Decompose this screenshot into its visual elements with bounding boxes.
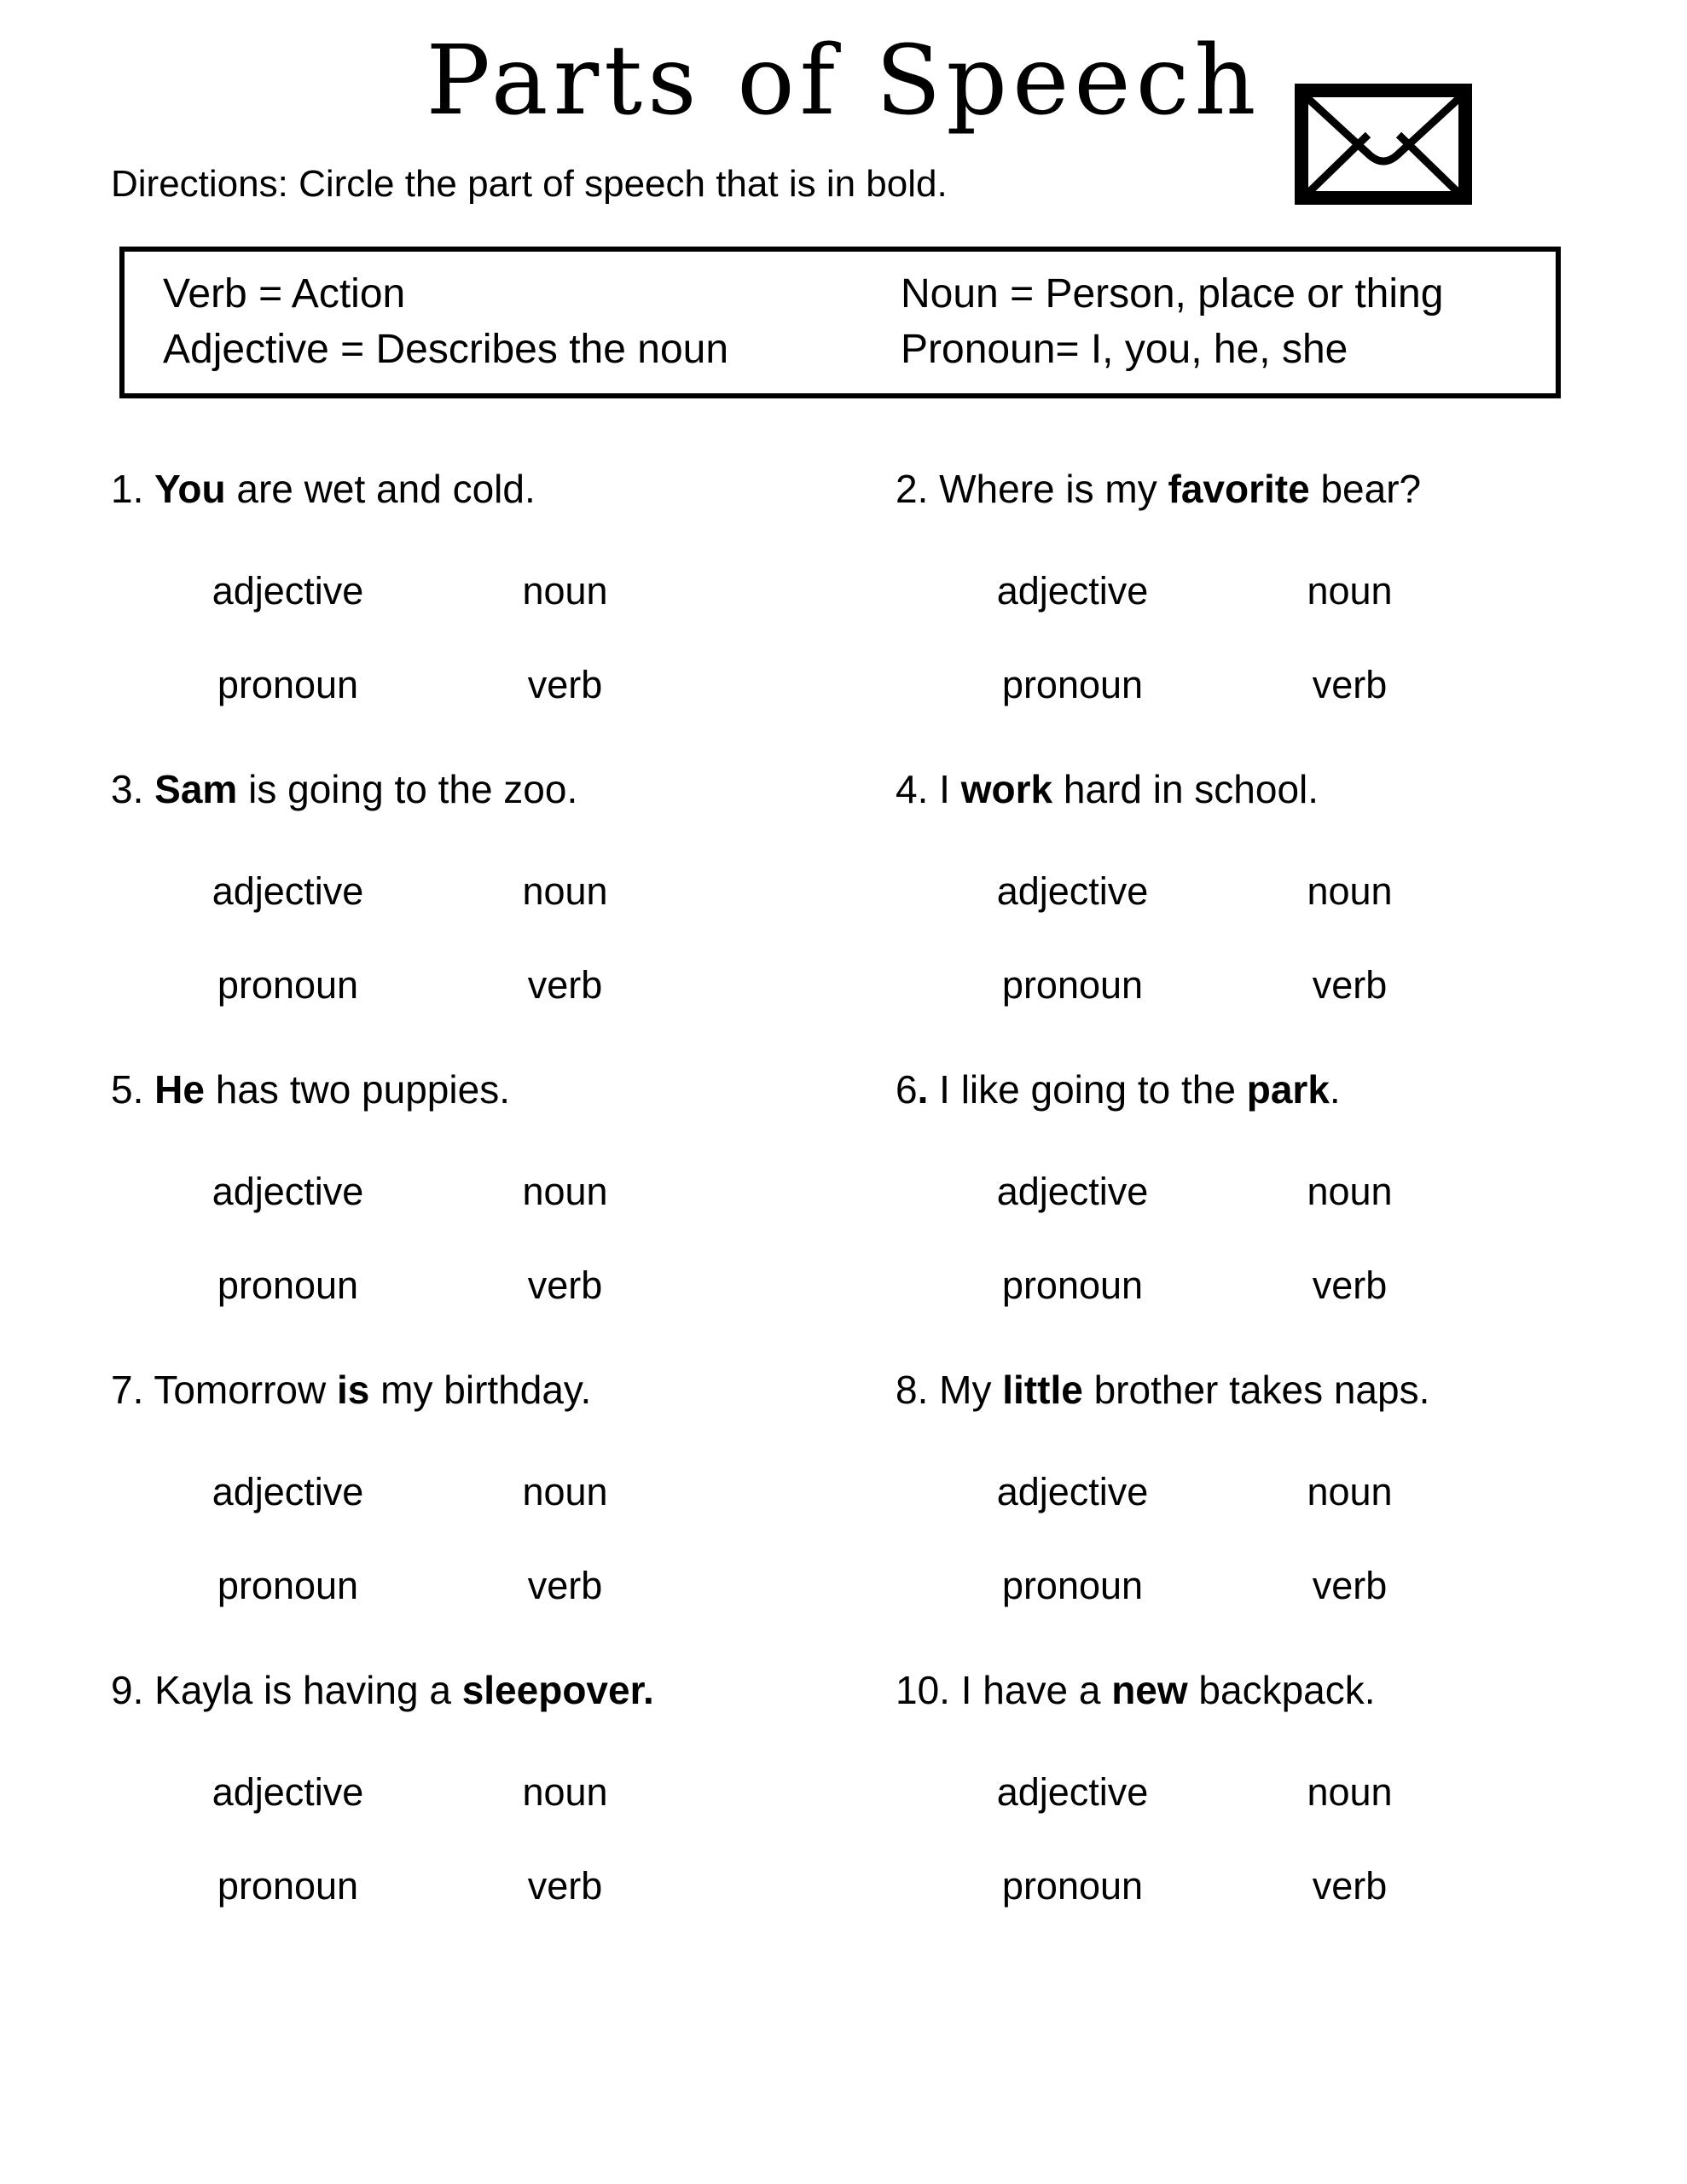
sentence-text: has two puppies. [204, 1067, 510, 1112]
option-pronoun[interactable]: pronoun [217, 963, 359, 1008]
question-sentence [111, 1066, 896, 1113]
definition-verb: Verb = Action [163, 270, 406, 317]
question-sentence [896, 1066, 1687, 1113]
sentence-text: 1. [111, 467, 155, 512]
sentence-text: 3. [111, 767, 155, 812]
sentence-text: is going to the zoo. [237, 767, 578, 812]
question-7 [111, 1366, 896, 1608]
options-grid [149, 1170, 896, 1308]
option-verb[interactable]: verb [1312, 1864, 1388, 1908]
options-grid [934, 1470, 1687, 1608]
option-adjective[interactable]: adjective [212, 1770, 364, 1815]
option-pronoun[interactable]: pronoun [217, 1864, 359, 1908]
question-sentence [111, 765, 896, 813]
bold-word: favorite [1168, 467, 1310, 512]
sentence-text: are wet and cold. [225, 467, 536, 512]
option-verb[interactable]: verb [527, 663, 603, 707]
question-2 [896, 465, 1687, 707]
bold-word: You [154, 467, 226, 512]
option-noun[interactable]: noun [522, 569, 608, 613]
question-1 [111, 465, 896, 707]
option-noun[interactable]: noun [522, 869, 608, 914]
definition-adjective: Adjective = Describes the noun [163, 326, 729, 372]
question-sentence [111, 1366, 896, 1414]
option-noun[interactable]: noun [522, 1470, 608, 1514]
sentence-text: . [1329, 1067, 1341, 1112]
question-8 [896, 1366, 1687, 1608]
options-grid [934, 1770, 1687, 1908]
sentence-text: bear? [1309, 467, 1422, 512]
options-grid [149, 1770, 896, 1908]
option-verb[interactable]: verb [1312, 1263, 1388, 1308]
options-grid [934, 1170, 1687, 1308]
sentence-text: 2. Where is my [896, 467, 1168, 512]
option-verb[interactable]: verb [527, 1263, 603, 1308]
sentence-text: 7. Tomorrow [111, 1368, 338, 1413]
options-grid [149, 1470, 896, 1608]
bold-word: work [960, 767, 1053, 812]
bold-word: sleepover. [461, 1668, 654, 1713]
option-adjective[interactable]: adjective [996, 569, 1149, 613]
option-noun[interactable]: noun [522, 1170, 608, 1214]
definition-pronoun: Pronoun= I, you, he, she [901, 326, 1348, 372]
option-adjective[interactable]: adjective [996, 1770, 1149, 1815]
option-verb[interactable]: verb [527, 963, 603, 1008]
question-5 [111, 1066, 896, 1308]
option-noun[interactable]: noun [1307, 1770, 1393, 1815]
sentence-text: 6 [896, 1067, 918, 1112]
questions-grid [0, 398, 1687, 1966]
question-sentence [896, 765, 1687, 813]
option-pronoun[interactable]: pronoun [1001, 1564, 1144, 1608]
envelope-icon [1295, 84, 1472, 205]
sentence-text: my birthday. [369, 1368, 592, 1413]
question-sentence [111, 465, 896, 513]
bold-word: . [917, 1067, 929, 1112]
option-pronoun[interactable]: pronoun [217, 663, 359, 707]
question-sentence [896, 1366, 1687, 1414]
option-adjective[interactable]: adjective [212, 1170, 364, 1214]
question-sentence [896, 465, 1687, 513]
bold-word: new [1111, 1668, 1188, 1713]
sentence-text: 10. I have a [896, 1668, 1112, 1713]
bold-word: is [337, 1368, 370, 1413]
options-grid [149, 569, 896, 707]
definitions-box [119, 247, 1561, 398]
options-grid [149, 869, 896, 1008]
sentence-text: brother takes naps. [1082, 1368, 1430, 1413]
option-adjective[interactable]: adjective [212, 569, 364, 613]
option-noun[interactable]: noun [1307, 1470, 1393, 1514]
sentence-text: 5. [111, 1067, 155, 1112]
option-adjective[interactable]: adjective [996, 1170, 1149, 1214]
option-verb[interactable]: verb [1312, 1564, 1388, 1608]
option-pronoun[interactable]: pronoun [1001, 1263, 1144, 1308]
sentence-text: 9. Kayla is having a [111, 1668, 462, 1713]
bold-word: little [1002, 1368, 1083, 1413]
option-adjective[interactable]: adjective [996, 869, 1149, 914]
question-3 [111, 765, 896, 1008]
bold-word: He [154, 1067, 205, 1112]
sentence-text: 4. I [896, 767, 961, 812]
options-grid [934, 869, 1687, 1008]
sentence-text: backpack. [1187, 1668, 1376, 1713]
option-noun[interactable]: noun [522, 1770, 608, 1815]
option-adjective[interactable]: adjective [996, 1470, 1149, 1514]
page-title: Parts of Speech [426, 26, 1261, 136]
option-adjective[interactable]: adjective [212, 869, 364, 914]
question-4 [896, 765, 1687, 1008]
option-verb[interactable]: verb [1312, 663, 1388, 707]
options-grid [934, 569, 1687, 707]
sentence-text: hard in school. [1052, 767, 1319, 812]
question-10 [896, 1666, 1687, 1908]
bold-word: park [1246, 1067, 1330, 1112]
option-pronoun[interactable]: pronoun [217, 1564, 359, 1608]
sentence-text: 8. My [896, 1368, 1003, 1413]
option-noun[interactable]: noun [1307, 869, 1393, 914]
bold-word: Sam [154, 767, 238, 812]
question-6 [896, 1066, 1687, 1308]
question-9 [111, 1666, 896, 1908]
option-noun[interactable]: noun [1307, 569, 1393, 613]
directions-text: Directions: Circle the part of speech that is in bold. [111, 163, 948, 206]
sentence-text: I like going to the [928, 1067, 1247, 1112]
option-pronoun[interactable]: pronoun [217, 1263, 359, 1308]
option-pronoun[interactable]: pronoun [1001, 663, 1144, 707]
option-adjective[interactable]: adjective [212, 1470, 364, 1514]
definition-noun: Noun = Person, place or thing [901, 270, 1444, 317]
option-verb[interactable]: verb [1312, 963, 1388, 1008]
question-sentence [896, 1666, 1687, 1714]
question-sentence [111, 1666, 896, 1714]
option-pronoun[interactable]: pronoun [1001, 963, 1144, 1008]
option-noun[interactable]: noun [1307, 1170, 1393, 1214]
option-verb[interactable]: verb [527, 1564, 603, 1608]
option-verb[interactable]: verb [527, 1864, 603, 1908]
option-pronoun[interactable]: pronoun [1001, 1864, 1144, 1908]
